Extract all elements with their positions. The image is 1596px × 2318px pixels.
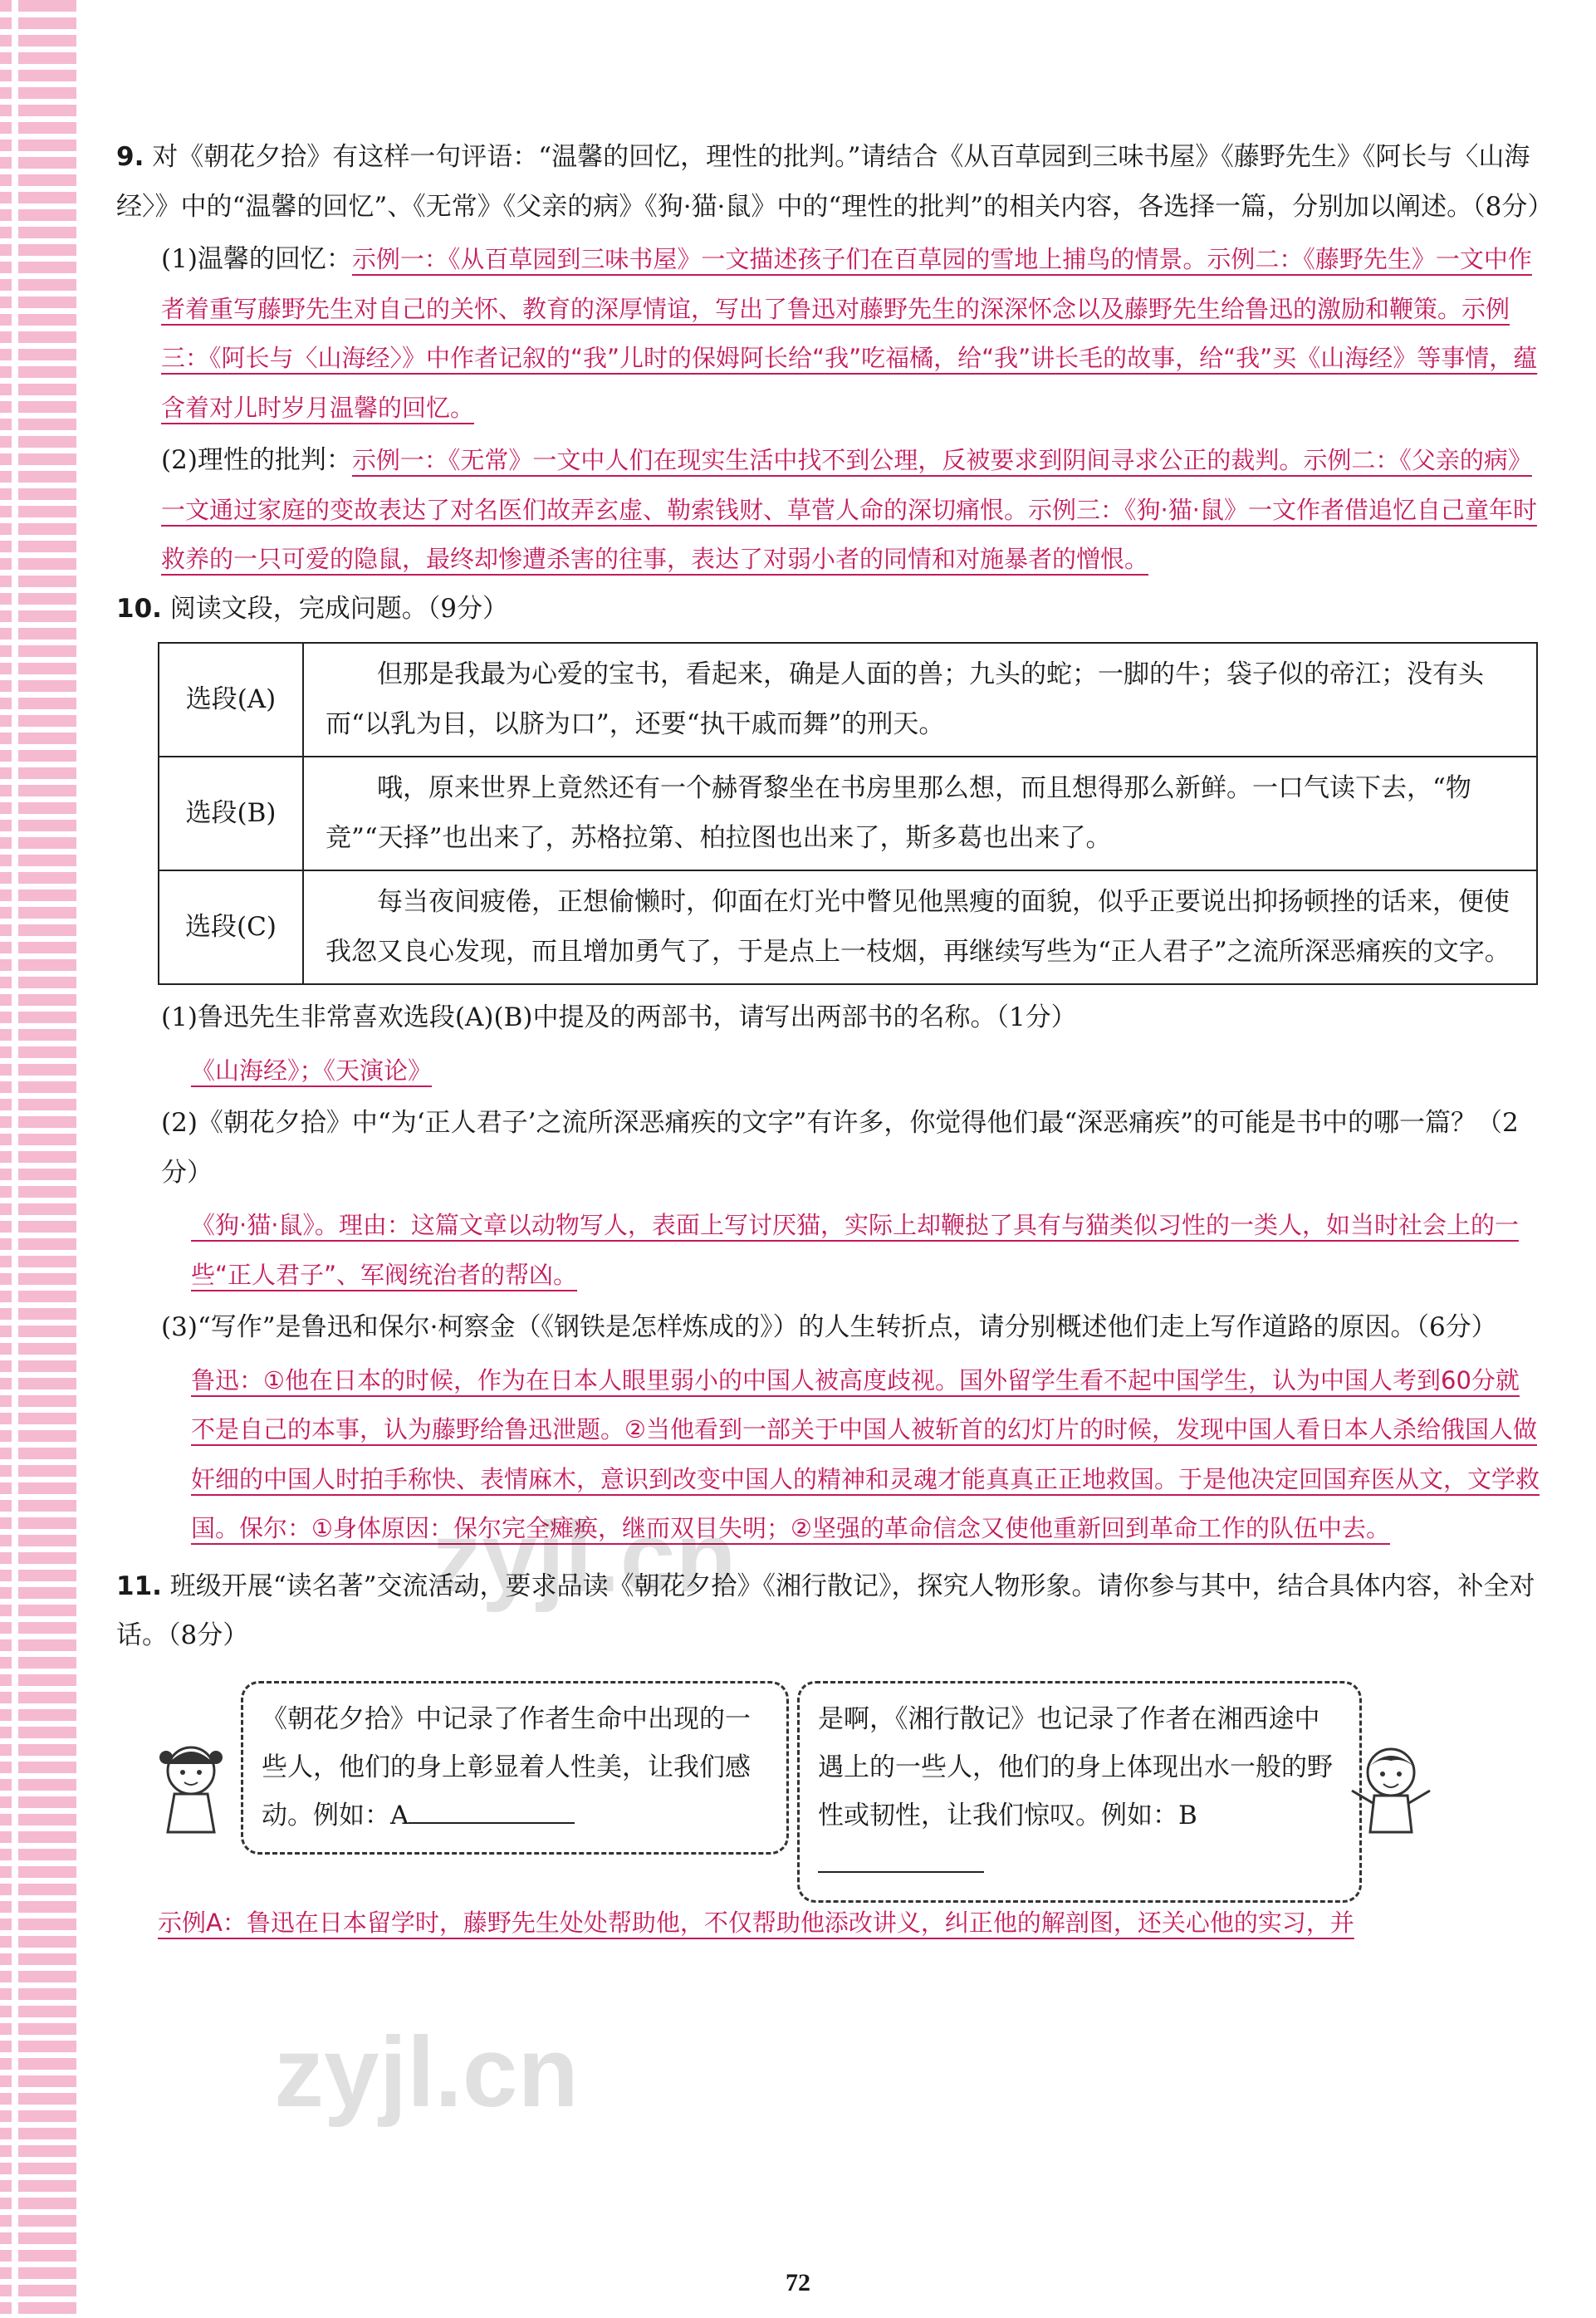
q10-sub-2-answer xyxy=(116,1201,1541,1300)
answer-text: 《狗·猫·鼠》。理由：这篇文章以动物写人，表面上写讨厌猫，实际上却鞭挞了具有与猫类似习性的一类人，如当时社会上的一些“正人君子”、军阀统治者的帮凶。 xyxy=(191,1211,1519,1289)
sub-label: (1)温馨的回忆： xyxy=(161,244,352,275)
sub-question: (2)《朝花夕拾》中“为‘正人君子’之流所深恶痛疾的文字”有许多，你觉得他们最“深恶痛疾”的可能是书中的哪一篇？（2分） xyxy=(161,1108,1519,1188)
watermark: zyjl.cn xyxy=(274,2017,579,2128)
passage-table xyxy=(158,642,1538,985)
question-stem: 对《朝花夕拾》有这样一句评语：“温馨的回忆，理性的批判。”请结合《从百草园到三味书屋》《藤野先生》《阿长与〈山海经〉》中的“温馨的回忆”、《无常》《父亲的病》《狗·猫·鼠》中的“理性的批判”的相关内容，各选择一篇，分别加以阐述。（8分） xyxy=(116,142,1554,222)
dialog-bubble-right xyxy=(797,1681,1362,1903)
q10-sub-1-answer xyxy=(116,1046,1541,1096)
bubble-text: 《朝花夕拾》中记录了作者生命中出现的一些人，他们的身上彰显着人性美，让我们感动。例如：A xyxy=(262,1703,751,1831)
answer-blank-a[interactable] xyxy=(409,1796,575,1824)
question-10 xyxy=(116,585,1541,635)
page-number: 72 xyxy=(786,2269,810,2296)
answer-text: 示例一：《无常》一文中人们在现实生活中找不到公理，反被要求到阴间寻求公正的裁判。示例二：《父亲的病》一文通过家庭的变故表达了对名医们故弄玄虚、勒索钱财、草菅人命的深切痛恨。示例三：《狗·猫·鼠》一文作者借追忆自己童年时救养的一只可爱的隐鼠，最终却惨遭杀害的往事，表达了对弱小者的同情和对施暴者的憎恨。 xyxy=(161,446,1537,574)
answer-blank-b[interactable] xyxy=(818,1845,984,1873)
question-number: 9. xyxy=(116,142,144,172)
answer-text: 鲁迅：①他在日本的时候，作为在日本人眼里弱小的中国人被高度歧视。国外留学生看不起中国学生，认为中国人考到60分就不是自己的本事，认为藤野给鲁迅泄题。②当他看到一部关于中国人被斩首的幻灯片的时候，发现中国人看日本人杀给俄国人做奸细的中国人时拍手称快、表情麻木，意识到改变中国人的精神和灵魂才能真真正正地救国。于是他决定回国弃医从文，文学救国。保尔：①身体原因：保尔完全瘫痪，继而双目失明；②坚强的革命信念又使他重新回到革命工作的队伍中去。 xyxy=(191,1365,1540,1543)
girl-cartoon-icon xyxy=(149,1739,233,1839)
q10-sub-1 xyxy=(116,993,1541,1043)
question-9 xyxy=(116,133,1554,232)
passage-text: 哦，原来世界上竟然还有一个赫胥黎坐在书房里那么想，而且想得那么新鲜。一口气读下去，“物竞”“天择”也出来了，苏格拉第、柏拉图也出来了，斯多葛也出来了。 xyxy=(303,757,1537,870)
watermark: zyjl.cn xyxy=(432,1502,737,1613)
sub-label: (2)理性的批判： xyxy=(161,445,352,476)
q10-sub-3-answer xyxy=(116,1356,1541,1554)
passage-row xyxy=(159,757,1537,870)
sub-question: (3)“写作”是鲁迅和保尔·柯察金（《钢铁是怎样炼成的》）的人生转折点，请分别概述他们走上写作道路的原因。（6分） xyxy=(161,1312,1497,1343)
question-stem: 阅读文段，完成问题。（9分） xyxy=(169,593,509,624)
q10-sub-2 xyxy=(116,1099,1541,1198)
page-content xyxy=(116,133,1554,1948)
passage-text: 但那是我最为心爱的宝书，看起来，确是人面的兽；九头的蛇；一脚的牛；袋子似的帝江；没有头而“以乳为目，以脐为口”，还要“执干戚而舞”的刑天。 xyxy=(303,643,1537,757)
passage-text: 每当夜间疲倦，正想偷懒时，仰面在灯光中瞥见他黑瘦的面貌，似乎正要说出抑扬顿挫的话来，便使我忽又良心发现，而且增加勇气了，于是点上一枝烟，再继续写些为“正人君子”之流所深恶痛疾的文字。 xyxy=(303,870,1537,984)
passage-label: 选段(B) xyxy=(159,757,303,870)
q9-sub-1 xyxy=(116,235,1541,433)
passage-label: 选段(A) xyxy=(159,643,303,757)
q9-sub-2 xyxy=(116,436,1541,585)
passage-row xyxy=(159,643,1537,757)
answer-text: 示例A：鲁迅在日本留学时，藤野先生处处帮助他，不仅帮助他添改讲义，纠正他的解剖图，还关心他的实习，并 xyxy=(158,1908,1354,1937)
passage-label: 选段(C) xyxy=(159,870,303,984)
question-number: 10. xyxy=(116,593,162,624)
question-11 xyxy=(116,1562,1541,1661)
answer-text: 示例一：《从百草园到三味书屋》一文描述孩子们在百草园的雪地上捕鸟的情景。示例二：《藤野先生》一文中作者着重写藤野先生对自己的关怀、教育的深厚情谊，写出了鲁迅对藤野先生的深深怀念以及藤野先生给鲁迅的激励和鞭策。示例三：《阿长与〈山海经〉》中作者记叙的“我”儿时的保姆阿长给“我”吃福橘，给“我”讲长毛的故事，给“我”买《山海经》等事情，蕴含着对儿时岁月温馨的回忆。 xyxy=(161,245,1538,422)
q11-answer xyxy=(116,1899,1541,1948)
question-number: 11. xyxy=(116,1571,162,1601)
passage-row xyxy=(159,870,1537,984)
decorative-edge-strip xyxy=(0,0,76,2318)
dialog-area xyxy=(116,1681,1541,1889)
dialog-bubble-left xyxy=(241,1681,789,1855)
boy-cartoon-icon xyxy=(1345,1739,1437,1839)
bubble-text: 是啊，《湘行散记》也记录了作者在湘西途中遇上的一些人，他们的身上体现出水一般的野性或韧性，让我们惊叹。例如：B xyxy=(818,1703,1333,1831)
question-stem: 班级开展“读名著”交流活动，要求品读《朝花夕拾》《湘行散记》，探究人物形象。请你参与其中，结合具体内容，补全对话。（8分） xyxy=(116,1571,1535,1651)
q10-sub-3 xyxy=(116,1303,1541,1353)
answer-text: 《山海经》；《天演论》 xyxy=(191,1056,433,1085)
sub-question: (1)鲁迅先生非常喜欢选段(A)(B)中提及的两部书，请写出两部书的名称。（1分） xyxy=(161,1002,1077,1033)
